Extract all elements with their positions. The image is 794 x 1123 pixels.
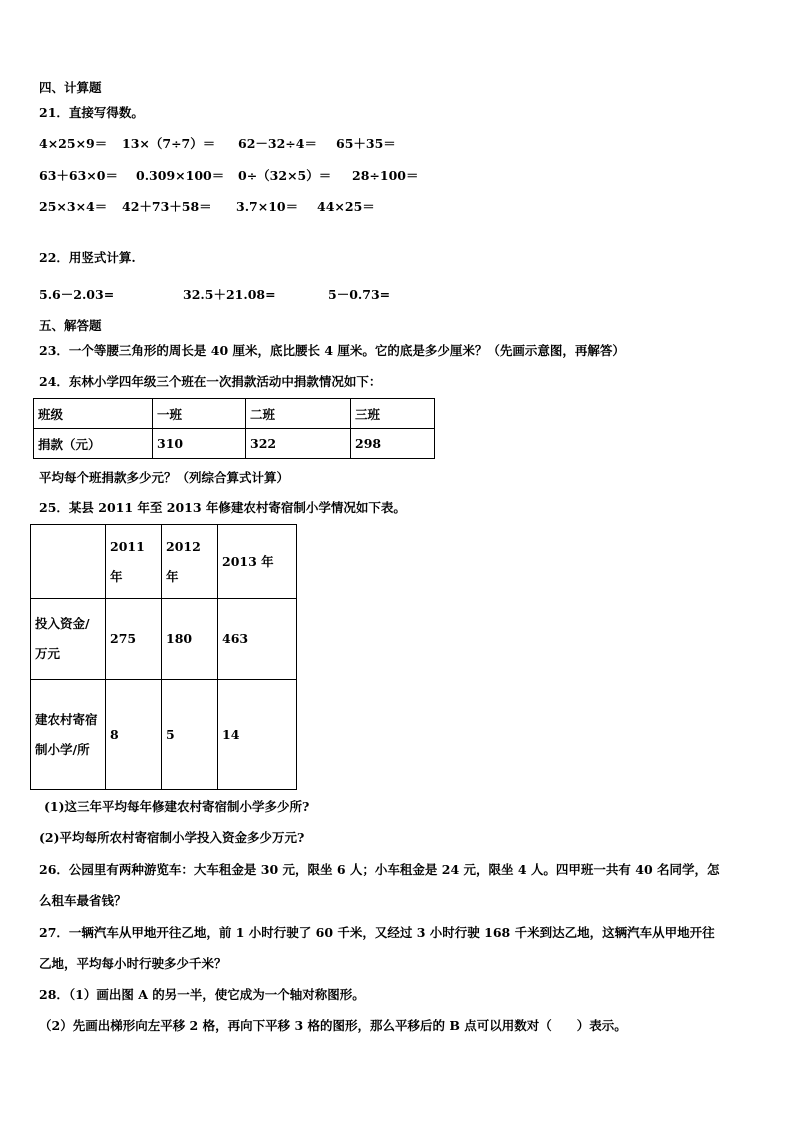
- table-cell: 180: [162, 599, 218, 680]
- table-row: [31, 599, 297, 680]
- q26-line-2: 么租车最省钱？: [39, 893, 127, 908]
- year-header-cell: 2011 年: [106, 525, 162, 599]
- calc-item: 13×（7÷7）＝: [122, 136, 216, 151]
- table-cell: 463: [218, 599, 297, 680]
- q27-line-1: 27．一辆汽车从甲地开往乙地，前 1 小时行驶了 60 千米，又经过 3 小时行驶 168 千米到达乙地，这辆汽车从甲地开往: [39, 925, 715, 940]
- table-row: [31, 680, 297, 790]
- q25-title: 25．某县 2011 年至 2013 年修建农村寄宿制小学情况如下表。: [39, 500, 406, 515]
- table-cell: 5: [162, 680, 218, 790]
- table-row: [34, 399, 435, 429]
- table-cell: 322: [246, 429, 351, 459]
- q21-title: 21．直接写得数。: [39, 105, 144, 120]
- section-five-heading: 五、解答题: [39, 318, 102, 333]
- calc-item: 0÷（32×5）＝: [238, 168, 332, 183]
- year-header-cell: 2012 年: [162, 525, 218, 599]
- year-header-cell: 2013 年: [218, 525, 297, 599]
- table-row-label: 捐款（元）: [34, 429, 153, 459]
- q22-title: 22．用竖式计算.: [39, 250, 136, 265]
- calc-item: 4×25×9＝: [39, 136, 108, 151]
- school-construction-table: [30, 524, 297, 790]
- vertical-calc-item: 32.5＋21.08=: [183, 287, 276, 302]
- calc-item: 0.309×100＝: [136, 168, 225, 183]
- q28-subquestion-1: 28．（1）画出图 A 的另一半，使它成为一个轴对称图形。: [39, 987, 365, 1002]
- table-cell: 8: [106, 680, 162, 790]
- table-row-label: 建农村寄宿制小学/所: [31, 680, 106, 790]
- q24-title: 24．东林小学四年级三个班在一次捐款活动中捐款情况如下：: [39, 374, 382, 389]
- q28-subquestion-2: （2）先画出梯形向左平移 2 格，再向下平移 3 格的图形，那么平移后的 B 点可以用数对（ ）表示。: [39, 1018, 627, 1033]
- donation-table: [33, 398, 435, 459]
- vertical-calc-item: 5－0.73=: [328, 287, 391, 302]
- calc-item: 3.7×10＝: [236, 199, 299, 214]
- calc-item: 65＋35＝: [336, 136, 396, 151]
- table-cell: 298: [351, 429, 435, 459]
- calc-item: 28÷100＝: [352, 168, 419, 183]
- vertical-calc-item: 5.6－2.03=: [39, 287, 115, 302]
- q26-line-1: 26．公园里有两种游览车：大车租金是 30 元，限坐 6 人；小车租金是 24 元，限坐 4 人。四甲班一共有 40 名同学，怎: [39, 862, 720, 877]
- calc-item: 63＋63×0＝: [39, 168, 118, 183]
- calc-item: 25×3×4＝: [39, 199, 108, 214]
- table-header-cell: 二班: [246, 399, 351, 429]
- table-header-cell: 一班: [153, 399, 246, 429]
- q25-subquestion-2: (2)平均每所农村寄宿制小学投入资金多少万元?: [39, 830, 305, 845]
- table-header-cell: 班级: [34, 399, 153, 429]
- table-cell: 14: [218, 680, 297, 790]
- table-row: [31, 525, 297, 599]
- q25-subquestion-1: (1)这三年平均每年修建农村寄宿制小学多少所?: [44, 799, 310, 814]
- calc-item: 44×25＝: [317, 199, 375, 214]
- table-row-label: 投入资金/万元: [31, 599, 106, 680]
- calc-item: 62－32÷4＝: [238, 136, 317, 151]
- q23-text: 23．一个等腰三角形的周长是 40 厘米，底比腰长 4 厘米。它的底是多少厘米？（先画示意图，再解答）: [39, 343, 625, 358]
- table-cell: 310: [153, 429, 246, 459]
- table-corner-cell: [31, 525, 106, 599]
- calc-item: 42＋73＋58＝: [122, 199, 212, 214]
- table-row: [34, 429, 435, 459]
- section-four-heading: 四、计算题: [39, 80, 102, 95]
- q24-question: 平均每个班捐款多少元？（列综合算式计算）: [39, 470, 290, 485]
- table-header-cell: 三班: [351, 399, 435, 429]
- q27-line-2: 乙地，平均每小时行驶多少千米？: [39, 956, 227, 971]
- table-cell: 275: [106, 599, 162, 680]
